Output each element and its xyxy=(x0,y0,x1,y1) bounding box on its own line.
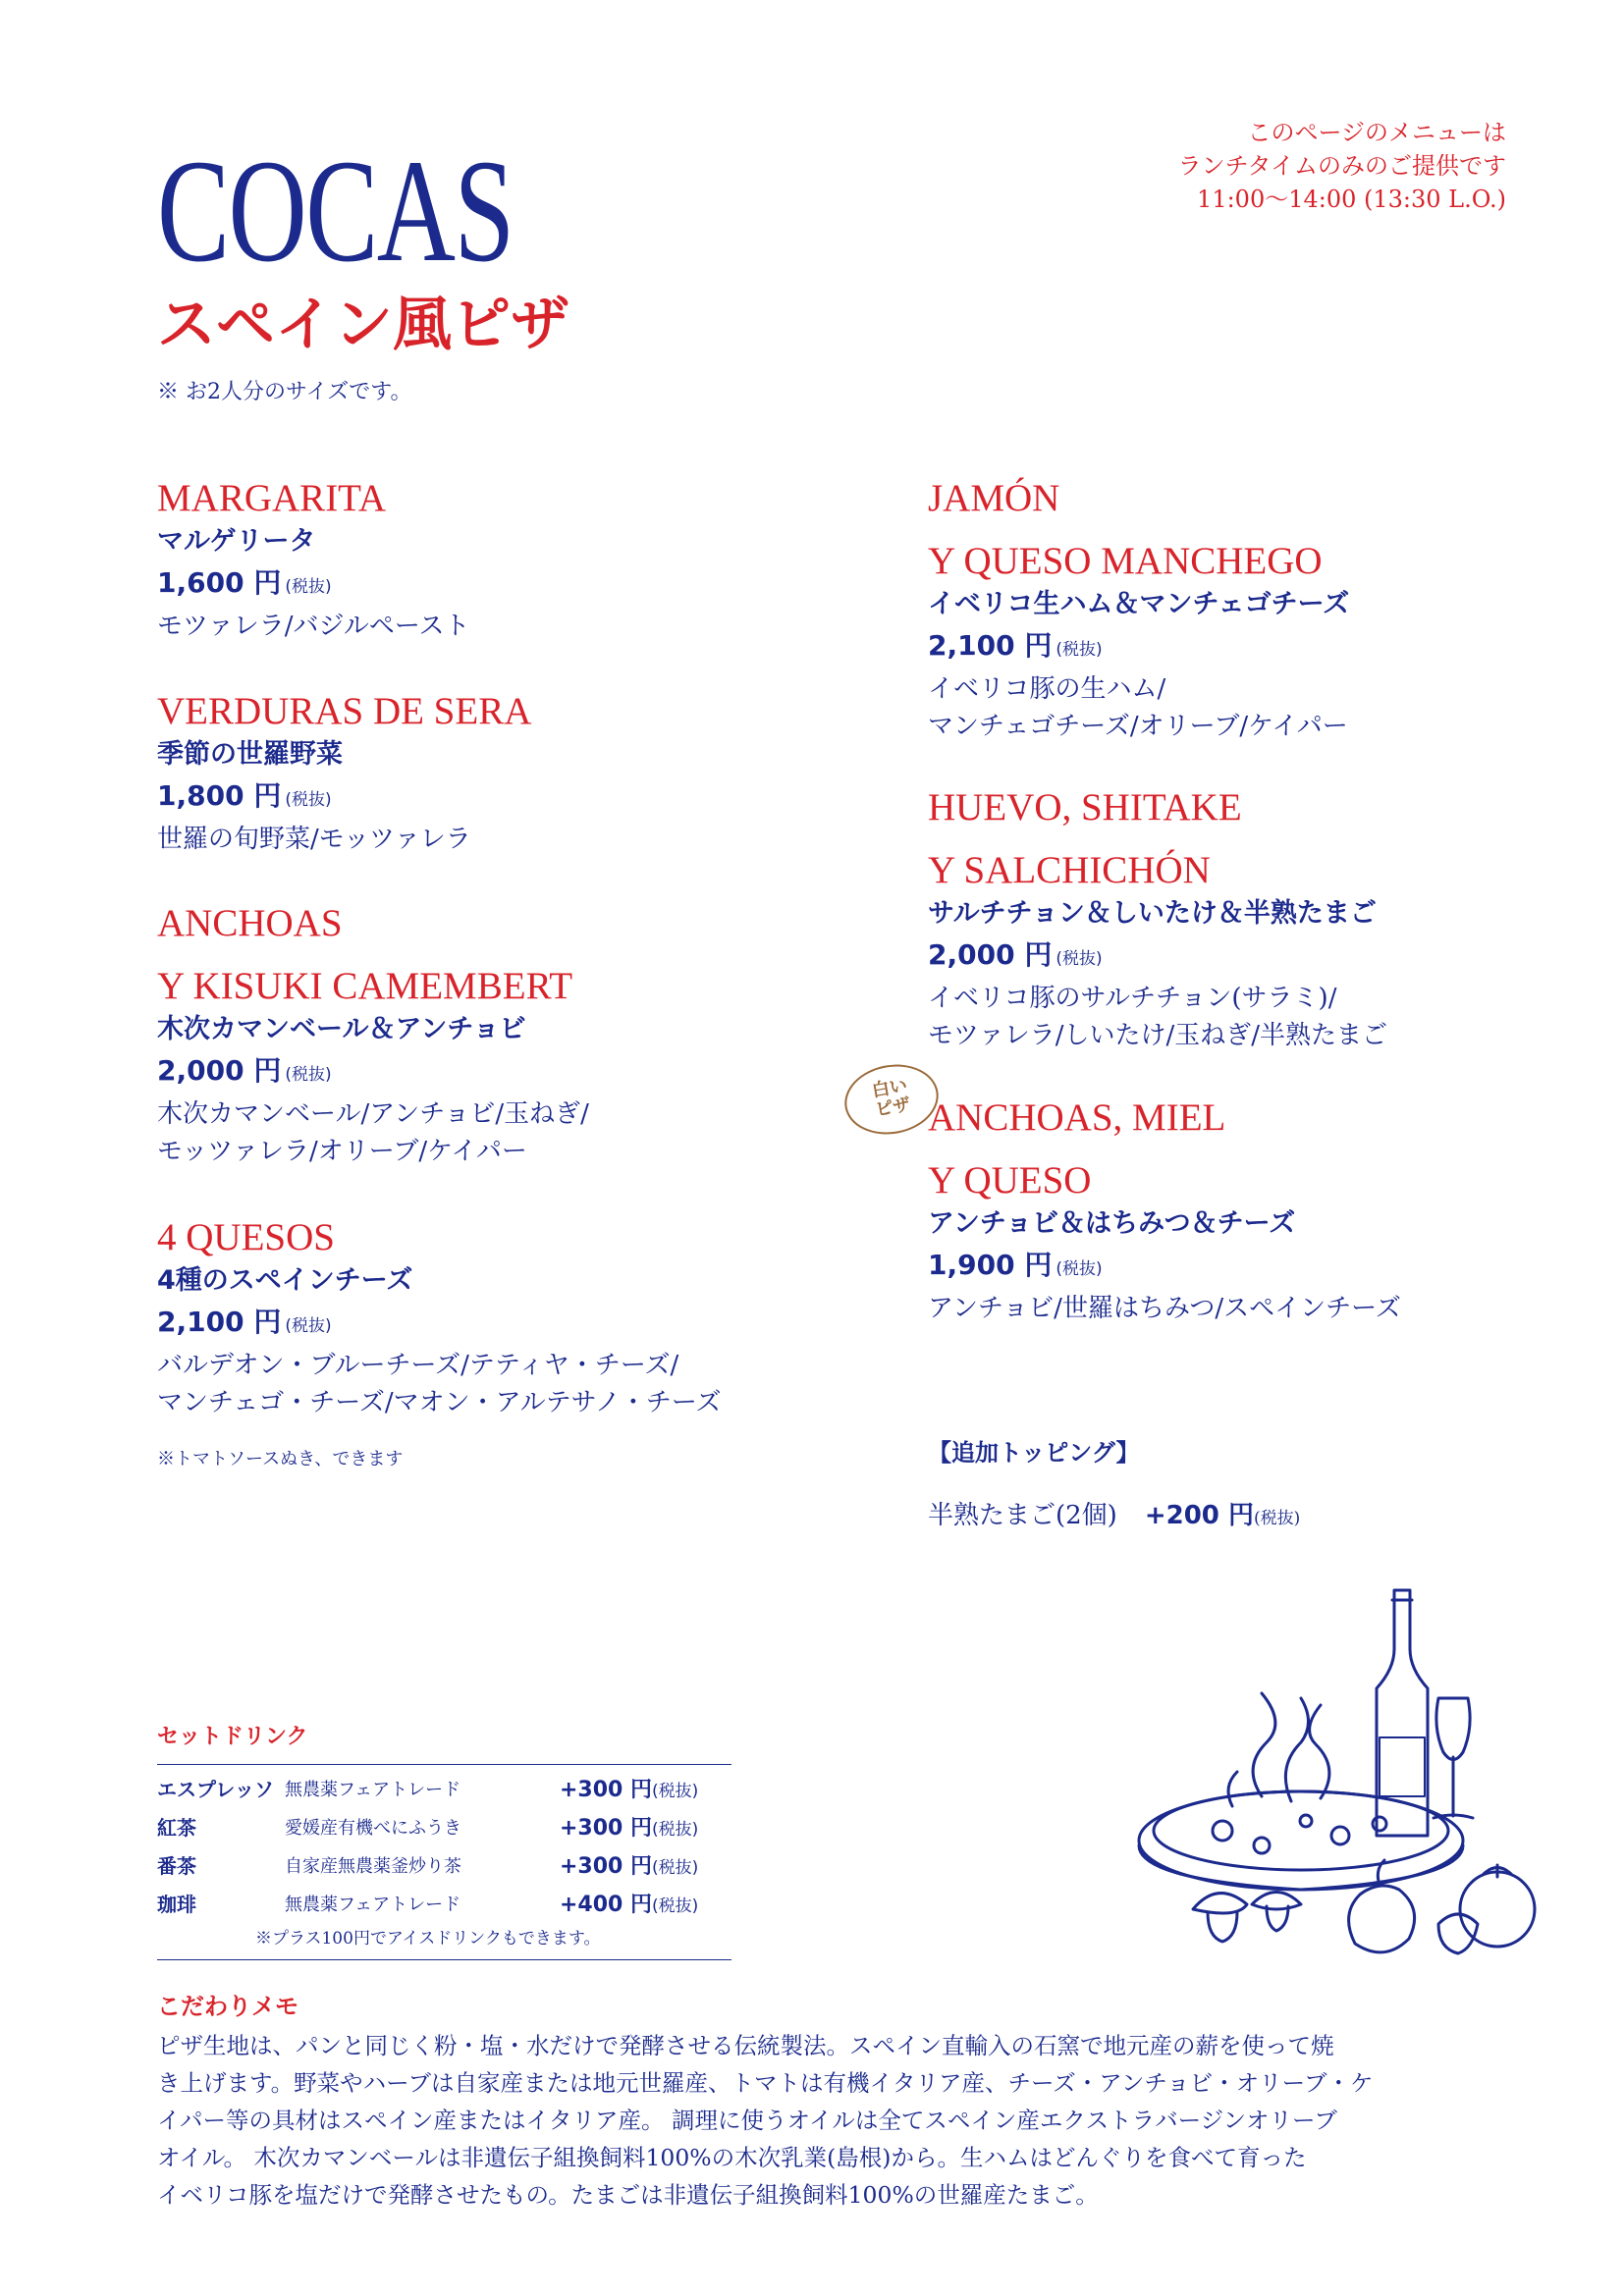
item-price xyxy=(928,625,1556,670)
item-description: 世羅の旬野菜/モッツァレラ xyxy=(157,825,471,854)
set-drink-heading: セットドリンク xyxy=(157,1725,308,1749)
drink-name: 紅茶 xyxy=(157,1816,196,1840)
extra-topping xyxy=(928,1433,1300,1531)
item-name: 4 QUESOS xyxy=(157,1216,335,1258)
tax-label: (税抜) xyxy=(285,577,332,597)
drink-description: 無農薬フェアトレード xyxy=(285,1780,461,1800)
memo-line: き上げます。野菜やハーブは自家産または地元世羅産、トマトは有機イタリア産、チーズ・アンチョビ・オリーブ・ケ xyxy=(157,2069,1374,2097)
memo-line: イパー等の具材はスペイン産またはイタリア産。 調理に使うオイルは全てスペイン産エクストラバージンオリーブ xyxy=(157,2107,1337,2134)
memo-line: ピザ生地は、パンと同じく粉・塩・水だけで発酵させる伝統製法。スペイン直輸入の石窯で地元産の薪を使って焼 xyxy=(157,2032,1334,2059)
memo-line: イベリコ豚を塩だけで発酵させたもの。たまごは非遺伝子組換飼料100%の世羅産たまご。 xyxy=(157,2181,1099,2209)
tax-label: (税抜) xyxy=(285,1316,332,1336)
item-japanese-name: アンチョビ＆はちみつ＆チーズ xyxy=(928,1208,1296,1239)
drink-description: 愛媛産有機べにふうき xyxy=(285,1818,461,1839)
tax-label: (税抜) xyxy=(1056,640,1103,660)
lunch-notice-line: ランチタイムのみのご提供です xyxy=(1177,152,1506,180)
price-value: 2,100 円 xyxy=(157,1306,282,1338)
drink-row xyxy=(157,1771,731,1809)
menu-item xyxy=(157,1215,785,1421)
item-description: アンチョビ/世羅はちみつ/スペインチーズ xyxy=(928,1294,1401,1323)
set-drink-table xyxy=(157,1764,731,1960)
menu-item xyxy=(928,785,1556,1054)
badge-line: ピザ xyxy=(873,1094,913,1121)
item-description: イベリコ豚の生ハム/ xyxy=(928,674,1166,704)
price-value: 1,600 円 xyxy=(157,566,282,599)
iced-drink-note: ※プラス100円でアイスドリンクもできます。 xyxy=(255,1929,601,1949)
price-value: +400 円 xyxy=(560,1893,653,1917)
price-value: +300 円 xyxy=(560,1854,653,1879)
lunch-notice-line: このページのメニューは xyxy=(1247,119,1506,146)
menu-item xyxy=(928,1095,1556,1327)
drink-price xyxy=(560,1847,698,1888)
tax-label: (税抜) xyxy=(1056,949,1103,969)
tax-label: (税抜) xyxy=(652,1858,699,1878)
price-value: 1,800 円 xyxy=(157,779,282,812)
item-name-line2: Y QUESO MANCHEGO xyxy=(928,540,1323,582)
item-description: マンチェゴチーズ/オリーブ/ケイパー xyxy=(928,712,1348,741)
tax-label: (税抜) xyxy=(285,1065,332,1085)
drink-price xyxy=(560,1886,698,1926)
drink-row xyxy=(157,1847,731,1886)
price-value: 2,000 円 xyxy=(928,938,1053,971)
item-price xyxy=(157,1302,785,1347)
item-name-line2: Y QUESO xyxy=(928,1159,1092,1201)
item-japanese-name: 4種のスペインチーズ xyxy=(157,1265,413,1296)
price-value: +300 円 xyxy=(560,1816,653,1841)
item-name: ANCHOAS xyxy=(157,902,343,944)
item-name: MARGARITA xyxy=(157,477,387,519)
drink-row xyxy=(157,1886,731,1924)
item-description: バルデオン・ブルーチーズ/テティヤ・チーズ/ xyxy=(157,1351,679,1380)
lunch-hours: 11:00〜14:00 (13:30 L.O.) xyxy=(1197,186,1506,213)
commitment-memo xyxy=(157,1987,1483,2214)
item-name-line2: Y SALCHICHÓN xyxy=(928,849,1211,891)
item-description: 木次カマンベール/アンチョビ/玉ねぎ/ xyxy=(157,1099,589,1129)
menu-item xyxy=(157,476,785,645)
item-price xyxy=(928,934,1556,980)
item-name-line2: Y KISUKI CAMEMBERT xyxy=(157,965,573,1007)
item-japanese-name: マルゲリータ xyxy=(157,526,316,557)
topping-item xyxy=(928,1495,1300,1531)
item-japanese-name: 木次カマンベール＆アンチョビ xyxy=(157,1014,526,1044)
price-value: 2,000 円 xyxy=(157,1054,282,1087)
set-drink-section xyxy=(157,1720,731,1960)
item-name: ANCHOAS, MIEL xyxy=(928,1096,1226,1139)
drink-name: 珈琲 xyxy=(157,1893,196,1916)
tax-label: (税抜) xyxy=(285,790,332,810)
item-price xyxy=(157,562,785,608)
topping-name: 半熟たまご(2個) xyxy=(928,1501,1117,1530)
lunch-notice xyxy=(1178,116,1506,216)
item-description: モツァレラ/しいたけ/玉ねぎ/半熟たまご xyxy=(928,1021,1388,1050)
topping-price: +200 円 xyxy=(1144,1501,1254,1530)
item-price xyxy=(157,1050,785,1095)
menu-item xyxy=(157,901,785,1170)
item-description: モッツァレラ/オリーブ/ケイパー xyxy=(157,1137,527,1166)
tax-label: (税抜) xyxy=(652,1820,699,1840)
drink-name: エスプレッソ xyxy=(157,1778,274,1801)
tax-label: (税抜) xyxy=(652,1782,699,1801)
drink-description: 自家産無農薬釜炒り茶 xyxy=(285,1856,461,1877)
pizza-wine-illustration xyxy=(1114,1571,1566,1983)
item-price xyxy=(928,1245,1556,1290)
item-description: イベリコ豚のサルチチョン(サラミ)/ xyxy=(928,984,1337,1013)
memo-heading: こだわりメモ xyxy=(157,1993,298,2020)
item-name: JAMÓN xyxy=(928,477,1060,519)
size-note: ※ お2人分のサイズです。 xyxy=(157,380,412,404)
item-japanese-name: 季節の世羅野菜 xyxy=(157,739,343,770)
item-price xyxy=(157,775,785,821)
memo-body xyxy=(157,2027,1483,2214)
item-description: マンチェゴ・チーズ/マオン・アルテサノ・チーズ xyxy=(157,1388,722,1417)
memo-line: オイル。 木次カマンベールは非遺伝子組換飼料100%の木次乳業(島根)から。生ハムはどんぐりを食べて育った xyxy=(157,2144,1307,2171)
badge-line: 白い xyxy=(870,1075,909,1102)
item-japanese-name: サルチチョン＆しいたけ＆半熟たまご xyxy=(928,898,1377,929)
price-value: +300 円 xyxy=(560,1778,653,1802)
page-title: COCAS xyxy=(157,130,514,293)
topping-heading: 【追加トッピング】 xyxy=(928,1439,1140,1467)
tax-label: (税抜) xyxy=(1056,1259,1103,1279)
drink-row xyxy=(157,1809,731,1847)
tomato-sauce-note: ※トマトソースぬき、できます xyxy=(157,1449,404,1469)
page-subtitle: スペイン風ピザ xyxy=(157,291,569,359)
menu-item xyxy=(928,476,1556,745)
menu-item xyxy=(157,689,785,858)
drink-description: 無農薬フェアトレード xyxy=(285,1895,461,1915)
price-value: 2,100 円 xyxy=(928,629,1053,662)
tax-label: (税抜) xyxy=(1253,1509,1301,1528)
item-name: VERDURAS DE SERA xyxy=(157,690,532,732)
price-value: 1,900 円 xyxy=(928,1249,1053,1281)
drink-price xyxy=(560,1771,698,1811)
tax-label: (税抜) xyxy=(652,1896,699,1916)
item-description: モツァレラ/バジルペースト xyxy=(157,612,470,641)
drink-name: 番茶 xyxy=(157,1854,196,1878)
item-name: HUEVO, SHITAKE xyxy=(928,786,1242,828)
drink-price xyxy=(560,1809,698,1849)
item-japanese-name: イベリコ生ハム＆マンチェゴチーズ xyxy=(928,589,1350,619)
